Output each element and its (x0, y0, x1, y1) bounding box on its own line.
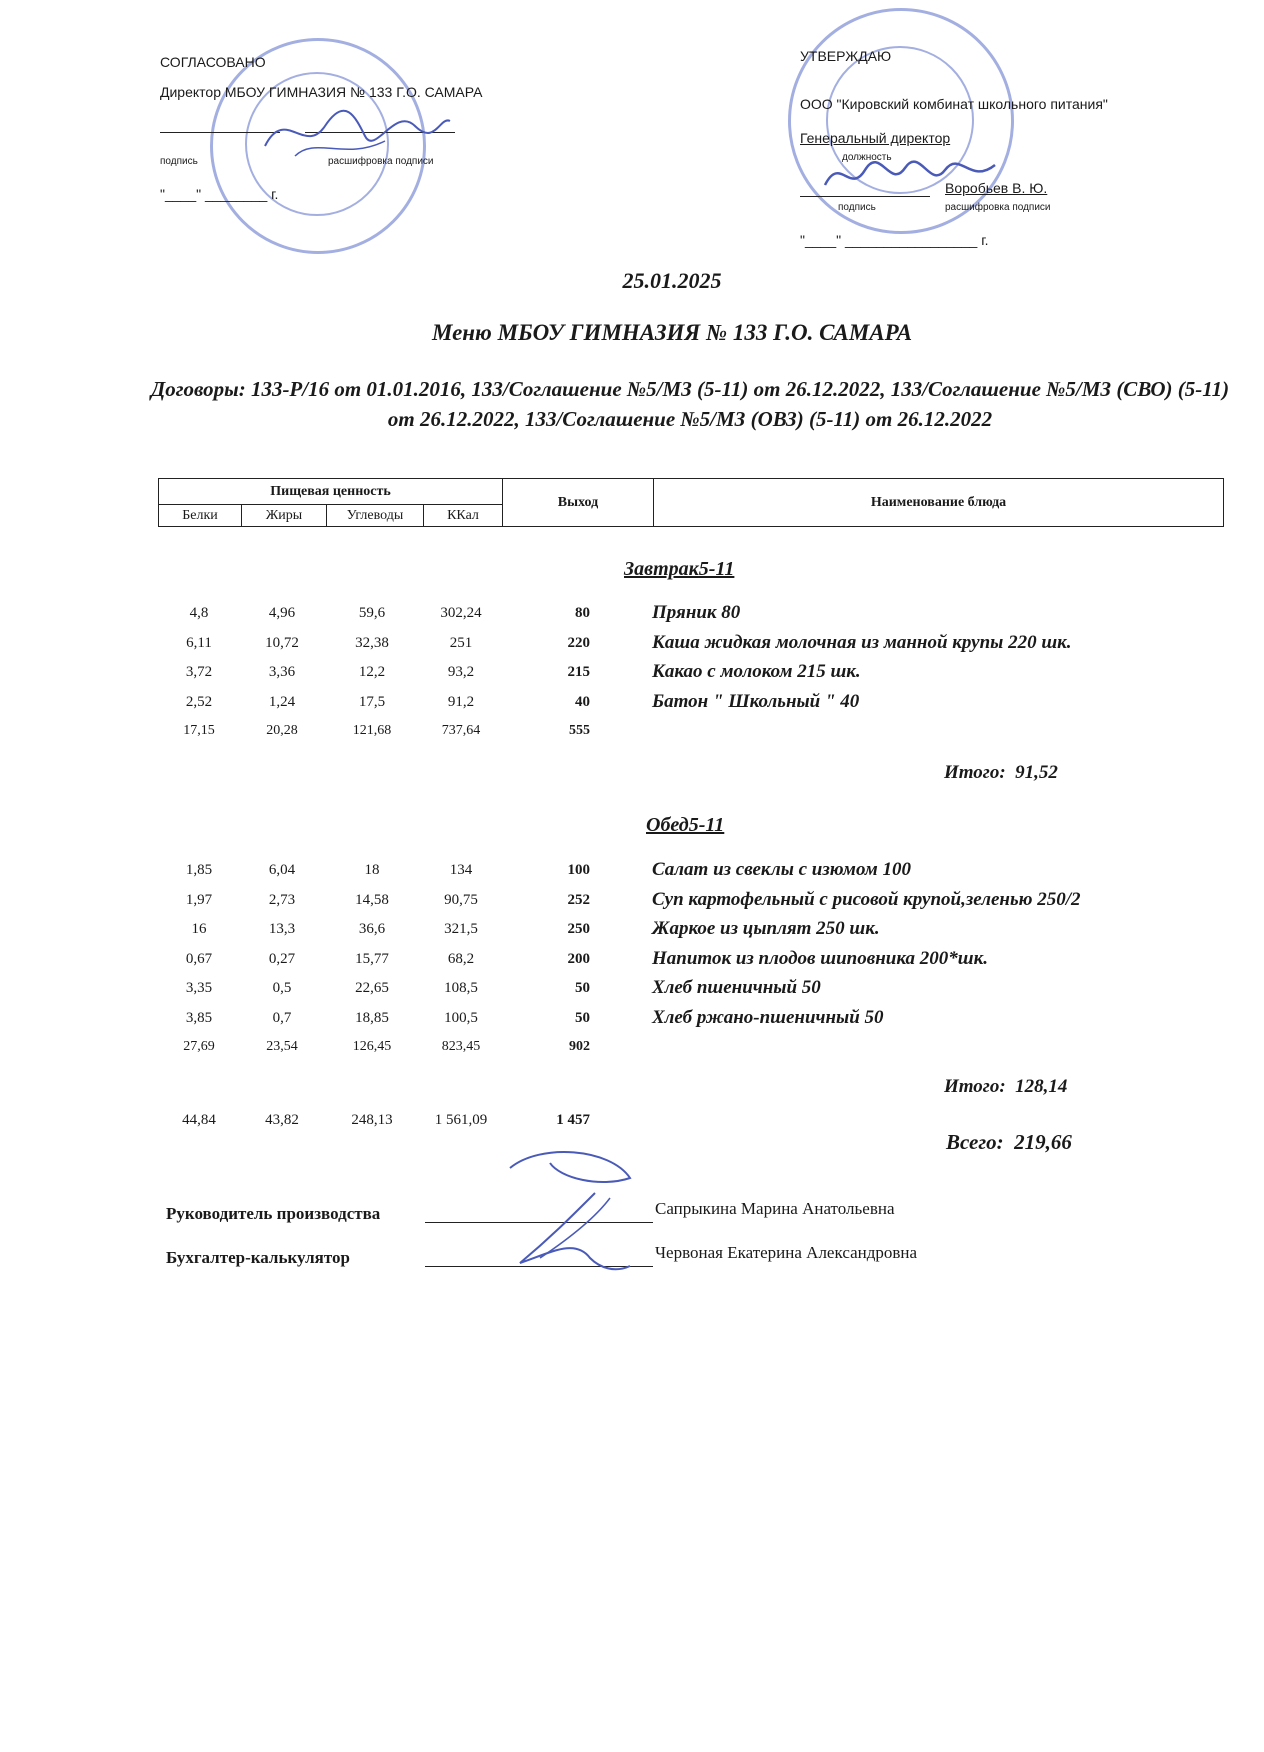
table-row (0, 661, 1264, 690)
grand-sum-output: 1 457 (556, 1112, 590, 1128)
lunch-sum-row (0, 1039, 1264, 1065)
approval-left-sign-caption: подпись (160, 156, 198, 167)
breakfast-carbs: 32,38 (355, 634, 389, 651)
lunch-protein: 1,97 (185, 891, 213, 908)
lunch-carbs: 18 (364, 862, 380, 878)
lunch-carbs: 18,85 (355, 1009, 389, 1026)
lunch-kcal: 68,2 (447, 950, 475, 967)
breakfast-output: 80 (575, 605, 590, 621)
breakfast-dish-name: Пряник 80 (652, 602, 741, 623)
header-output: Выход (503, 479, 654, 527)
breakfast-sum-fat: 20,28 (266, 723, 298, 738)
lunch-fat: 0,5 (272, 980, 292, 996)
breakfast-fat: 10,72 (265, 634, 299, 651)
header-protein: Белки (159, 505, 242, 527)
lunch-dish-name: Салат из свеклы с изюмом 100 (652, 859, 911, 880)
lunch-sum-protein: 27,69 (183, 1039, 215, 1054)
general-director-signature (820, 150, 1000, 200)
breakfast-fat: 3,36 (268, 664, 296, 680)
lunch-section-title: Обед5-11 (646, 814, 725, 836)
header-nutrition: Пищевая ценность (159, 479, 503, 505)
lunch-kcal: 100,5 (444, 1009, 478, 1026)
grand-total-label: Всего: (946, 1130, 1004, 1154)
breakfast-dish-name: Батон " Школьный " 40 (652, 690, 860, 712)
approval-left-date: "____" ________ г. (160, 186, 279, 202)
breakfast-sum-protein: 17,15 (183, 723, 215, 738)
breakfast-total (944, 762, 1058, 784)
contracts-text: Договоры: 133-Р/16 от 01.01.2016, 133/Соглашение №5/МЗ (5-11) от 26.12.2022, 133/Соглашение №5/МЗ (СВО) (5-11) от 26.12.2022, 133/Соглашение №5/МЗ (ОВЗ) (5-11) от 26.12.2022 (150, 377, 1230, 431)
approval-right-sign-caption: подпись (838, 202, 876, 213)
breakfast-total-label: Итого: (944, 762, 1006, 783)
breakfast-fat: 4,96 (268, 605, 296, 621)
lunch-dish-name: Напиток из плодов шиповника 200*шк. (652, 947, 988, 969)
lunch-dish-name: Хлеб ржано-пшеничный 50 (652, 1006, 884, 1028)
approval-right-decode-caption: расшифровка подписи (945, 202, 1051, 213)
breakfast-kcal: 91,2 (447, 693, 475, 710)
lunch-total-label: Итого: (944, 1076, 1006, 1097)
breakfast-sum-row (0, 723, 1264, 749)
signature-name-2: Червоная Екатерина Александровна (655, 1243, 918, 1262)
lunch-fat: 0,7 (272, 1009, 292, 1026)
breakfast-protein: 6,11 (186, 634, 212, 651)
breakfast-output: 215 (567, 664, 590, 680)
table-row (0, 1006, 1264, 1036)
approval-left-decode-caption: расшифровка подписи (328, 156, 434, 167)
lunch-output: 100 (567, 862, 590, 878)
lunch-kcal: 108,5 (444, 980, 478, 996)
breakfast-section-title: Завтрак5-11 (624, 558, 735, 580)
breakfast-sum-output: 555 (569, 723, 590, 738)
breakfast-kcal: 302,24 (440, 605, 482, 621)
lunch-carbs: 36,6 (358, 921, 386, 937)
breakfast-output: 40 (575, 693, 590, 710)
table-row (0, 631, 1264, 661)
lunch-dish-name: Жаркое из цыплят 250 шк. (652, 918, 880, 939)
approval-left-position: Директор МБОУ ГИМНАЗИЯ № 133 Г.О. САМАРА (160, 84, 483, 100)
lunch-protein: 16 (191, 921, 207, 937)
lunch-dish-name: Суп картофельный с рисовой крупой,зеленью 250/2 (652, 888, 1081, 910)
lunch-output: 50 (575, 1009, 590, 1026)
breakfast-carbs: 59,6 (358, 605, 386, 621)
breakfast-carbs: 17,5 (358, 693, 386, 710)
lunch-protein: 3,85 (185, 1009, 213, 1026)
grand-sum-protein: 44,84 (182, 1112, 216, 1128)
header-carbs: Углеводы (327, 505, 424, 527)
grand-total (946, 1130, 1072, 1155)
director-signature (255, 96, 455, 176)
lunch-fat: 0,27 (268, 950, 296, 967)
lunch-fat: 6,04 (268, 862, 296, 878)
breakfast-protein: 2,52 (185, 693, 213, 710)
grand-total-value: 219,66 (1014, 1130, 1072, 1154)
lunch-dish-name: Хлеб пшеничный 50 (652, 977, 821, 998)
signature-role-2: Бухгалтер-калькулятор (166, 1248, 350, 1267)
lunch-output: 250 (567, 921, 590, 937)
breakfast-kcal: 93,2 (447, 664, 475, 680)
lunch-kcal: 134 (449, 862, 473, 878)
signature-name-1: Сапрыкина Марина Анатольевна (655, 1199, 895, 1218)
header-kcal: ККал (424, 505, 503, 527)
table-row (0, 977, 1264, 1006)
approval-right-heading: УТВЕРЖДАЮ (800, 48, 892, 64)
lunch-sum-carbs: 126,45 (352, 1039, 392, 1054)
breakfast-sum-carbs: 121,68 (352, 723, 392, 738)
approval-right-position: Генеральный директор (800, 130, 951, 146)
grand-sum-row (0, 1112, 1264, 1138)
breakfast-protein: 4,8 (189, 605, 209, 621)
menu-date: 25.01.2025 (622, 268, 722, 293)
lunch-kcal: 321,5 (444, 921, 478, 937)
approval-right-date: "____" _________________ г. (800, 232, 989, 248)
grand-sum-fat: 43,82 (265, 1112, 299, 1128)
approval-right-org: ООО "Кировский комбинат школьного питания" (800, 96, 1108, 112)
table-row (0, 859, 1264, 888)
table-header (158, 478, 1224, 527)
lunch-total (944, 1076, 1067, 1098)
signature-role-1: Руководитель производства (166, 1204, 381, 1223)
lunch-carbs: 22,65 (355, 980, 389, 996)
approval-right-name: Воробьев В. Ю. (945, 180, 1048, 196)
approval-right-position-caption: должность (842, 152, 892, 163)
table-row (0, 690, 1264, 720)
breakfast-output: 220 (567, 634, 590, 651)
breakfast-protein: 3,72 (185, 664, 213, 680)
table-row (0, 888, 1264, 918)
lunch-carbs: 14,58 (355, 891, 389, 908)
breakfast-fat: 1,24 (268, 693, 296, 710)
breakfast-carbs: 12,2 (358, 664, 386, 680)
lunch-sum-kcal: 823,45 (441, 1039, 481, 1054)
lunch-output: 252 (567, 891, 590, 908)
table-row (0, 947, 1264, 977)
lunch-carbs: 15,77 (355, 950, 389, 967)
header-dish: Наименование блюда (654, 479, 1224, 527)
lunch-output: 50 (575, 980, 590, 996)
approval-left-heading: СОГЛАСОВАНО (160, 54, 266, 70)
grand-sum-kcal: 1 561,09 (434, 1112, 488, 1128)
lunch-sum-fat: 23,54 (266, 1039, 298, 1054)
breakfast-dish-name: Какао с молоком 215 шк. (652, 661, 861, 682)
breakfast-sum-kcal: 737,64 (441, 723, 481, 738)
table-row (0, 602, 1264, 631)
lunch-protein: 1,85 (185, 862, 213, 878)
breakfast-dish-name: Каша жидкая молочная из манной крупы 220 шк. (652, 631, 1072, 653)
lunch-protein: 0,67 (185, 950, 213, 967)
lunch-fat: 2,73 (268, 891, 296, 908)
table-row (0, 918, 1264, 947)
lunch-total-value: 128,14 (1015, 1076, 1068, 1097)
lunch-kcal: 90,75 (444, 891, 478, 908)
lunch-protein: 3,35 (185, 980, 213, 996)
lunch-output: 200 (567, 950, 590, 967)
production-manager-signature (480, 1138, 660, 1278)
lunch-fat: 13,3 (268, 921, 296, 937)
grand-sum-carbs: 248,13 (351, 1112, 393, 1128)
breakfast-total-value: 91,52 (1015, 762, 1058, 783)
breakfast-kcal: 251 (449, 634, 473, 651)
lunch-sum-output: 902 (569, 1039, 590, 1054)
page-title: Меню МБОУ ГИМНАЗИЯ № 133 Г.О. САМАРА (431, 320, 913, 345)
header-fat: Жиры (242, 505, 327, 527)
